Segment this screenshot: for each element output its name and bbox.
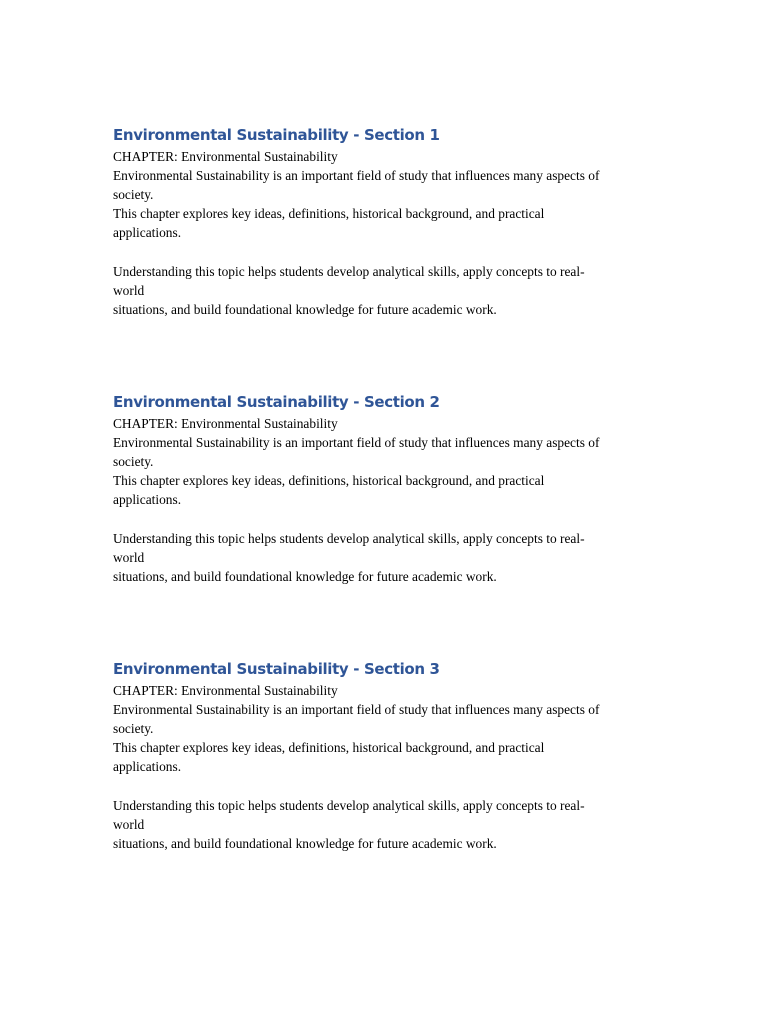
chapter-line: CHAPTER: Environmental Sustainability <box>113 149 338 164</box>
body-line: applications. <box>113 225 182 241</box>
body-line: This chapter explores key ideas, definitions, historical background, and practical <box>113 473 545 489</box>
chapter-line: CHAPTER: Environmental Sustainability <box>113 416 338 431</box>
body-line: Understanding this topic helps students develop analytical skills, apply concepts to real- <box>113 797 585 813</box>
body-line: society. <box>113 454 154 470</box>
section-1 <box>113 125 658 319</box>
paragraph-gap <box>113 776 658 795</box>
chapter-line: CHAPTER: Environmental Sustainability <box>113 683 338 698</box>
body-line: applications. <box>113 759 182 775</box>
body-line: Understanding this topic helps students develop analytical skills, apply concepts to real- <box>113 530 585 546</box>
body-line: world <box>113 816 145 832</box>
section-3 <box>113 659 658 853</box>
paragraph-gap <box>113 242 658 261</box>
body-line: situations, and build foundational knowledge for future academic work. <box>113 301 497 317</box>
body-line: Environmental Sustainability is an important field of study that influences many aspects of <box>113 168 600 184</box>
section-heading: Environmental Sustainability - Section 3 <box>113 660 440 678</box>
body-line: Environmental Sustainability is an important field of study that influences many aspects of <box>113 702 600 718</box>
paragraph-gap <box>113 509 658 528</box>
body-line: Environmental Sustainability is an important field of study that influences many aspects of <box>113 435 600 451</box>
body-line: society. <box>113 721 154 737</box>
body-line: This chapter explores key ideas, definitions, historical background, and practical <box>113 206 545 222</box>
section-heading: Environmental Sustainability - Section 1 <box>113 126 440 144</box>
body-line: Understanding this topic helps students develop analytical skills, apply concepts to real- <box>113 263 585 279</box>
body-line: world <box>113 549 145 565</box>
body-line: world <box>113 282 145 298</box>
body-line: situations, and build foundational knowledge for future academic work. <box>113 835 497 851</box>
body-line: This chapter explores key ideas, definitions, historical background, and practical <box>113 740 545 756</box>
section-heading: Environmental Sustainability - Section 2 <box>113 393 440 411</box>
body-line: applications. <box>113 492 182 508</box>
section-2 <box>113 392 658 586</box>
body-line: situations, and build foundational knowledge for future academic work. <box>113 568 497 584</box>
body-line: society. <box>113 187 154 203</box>
